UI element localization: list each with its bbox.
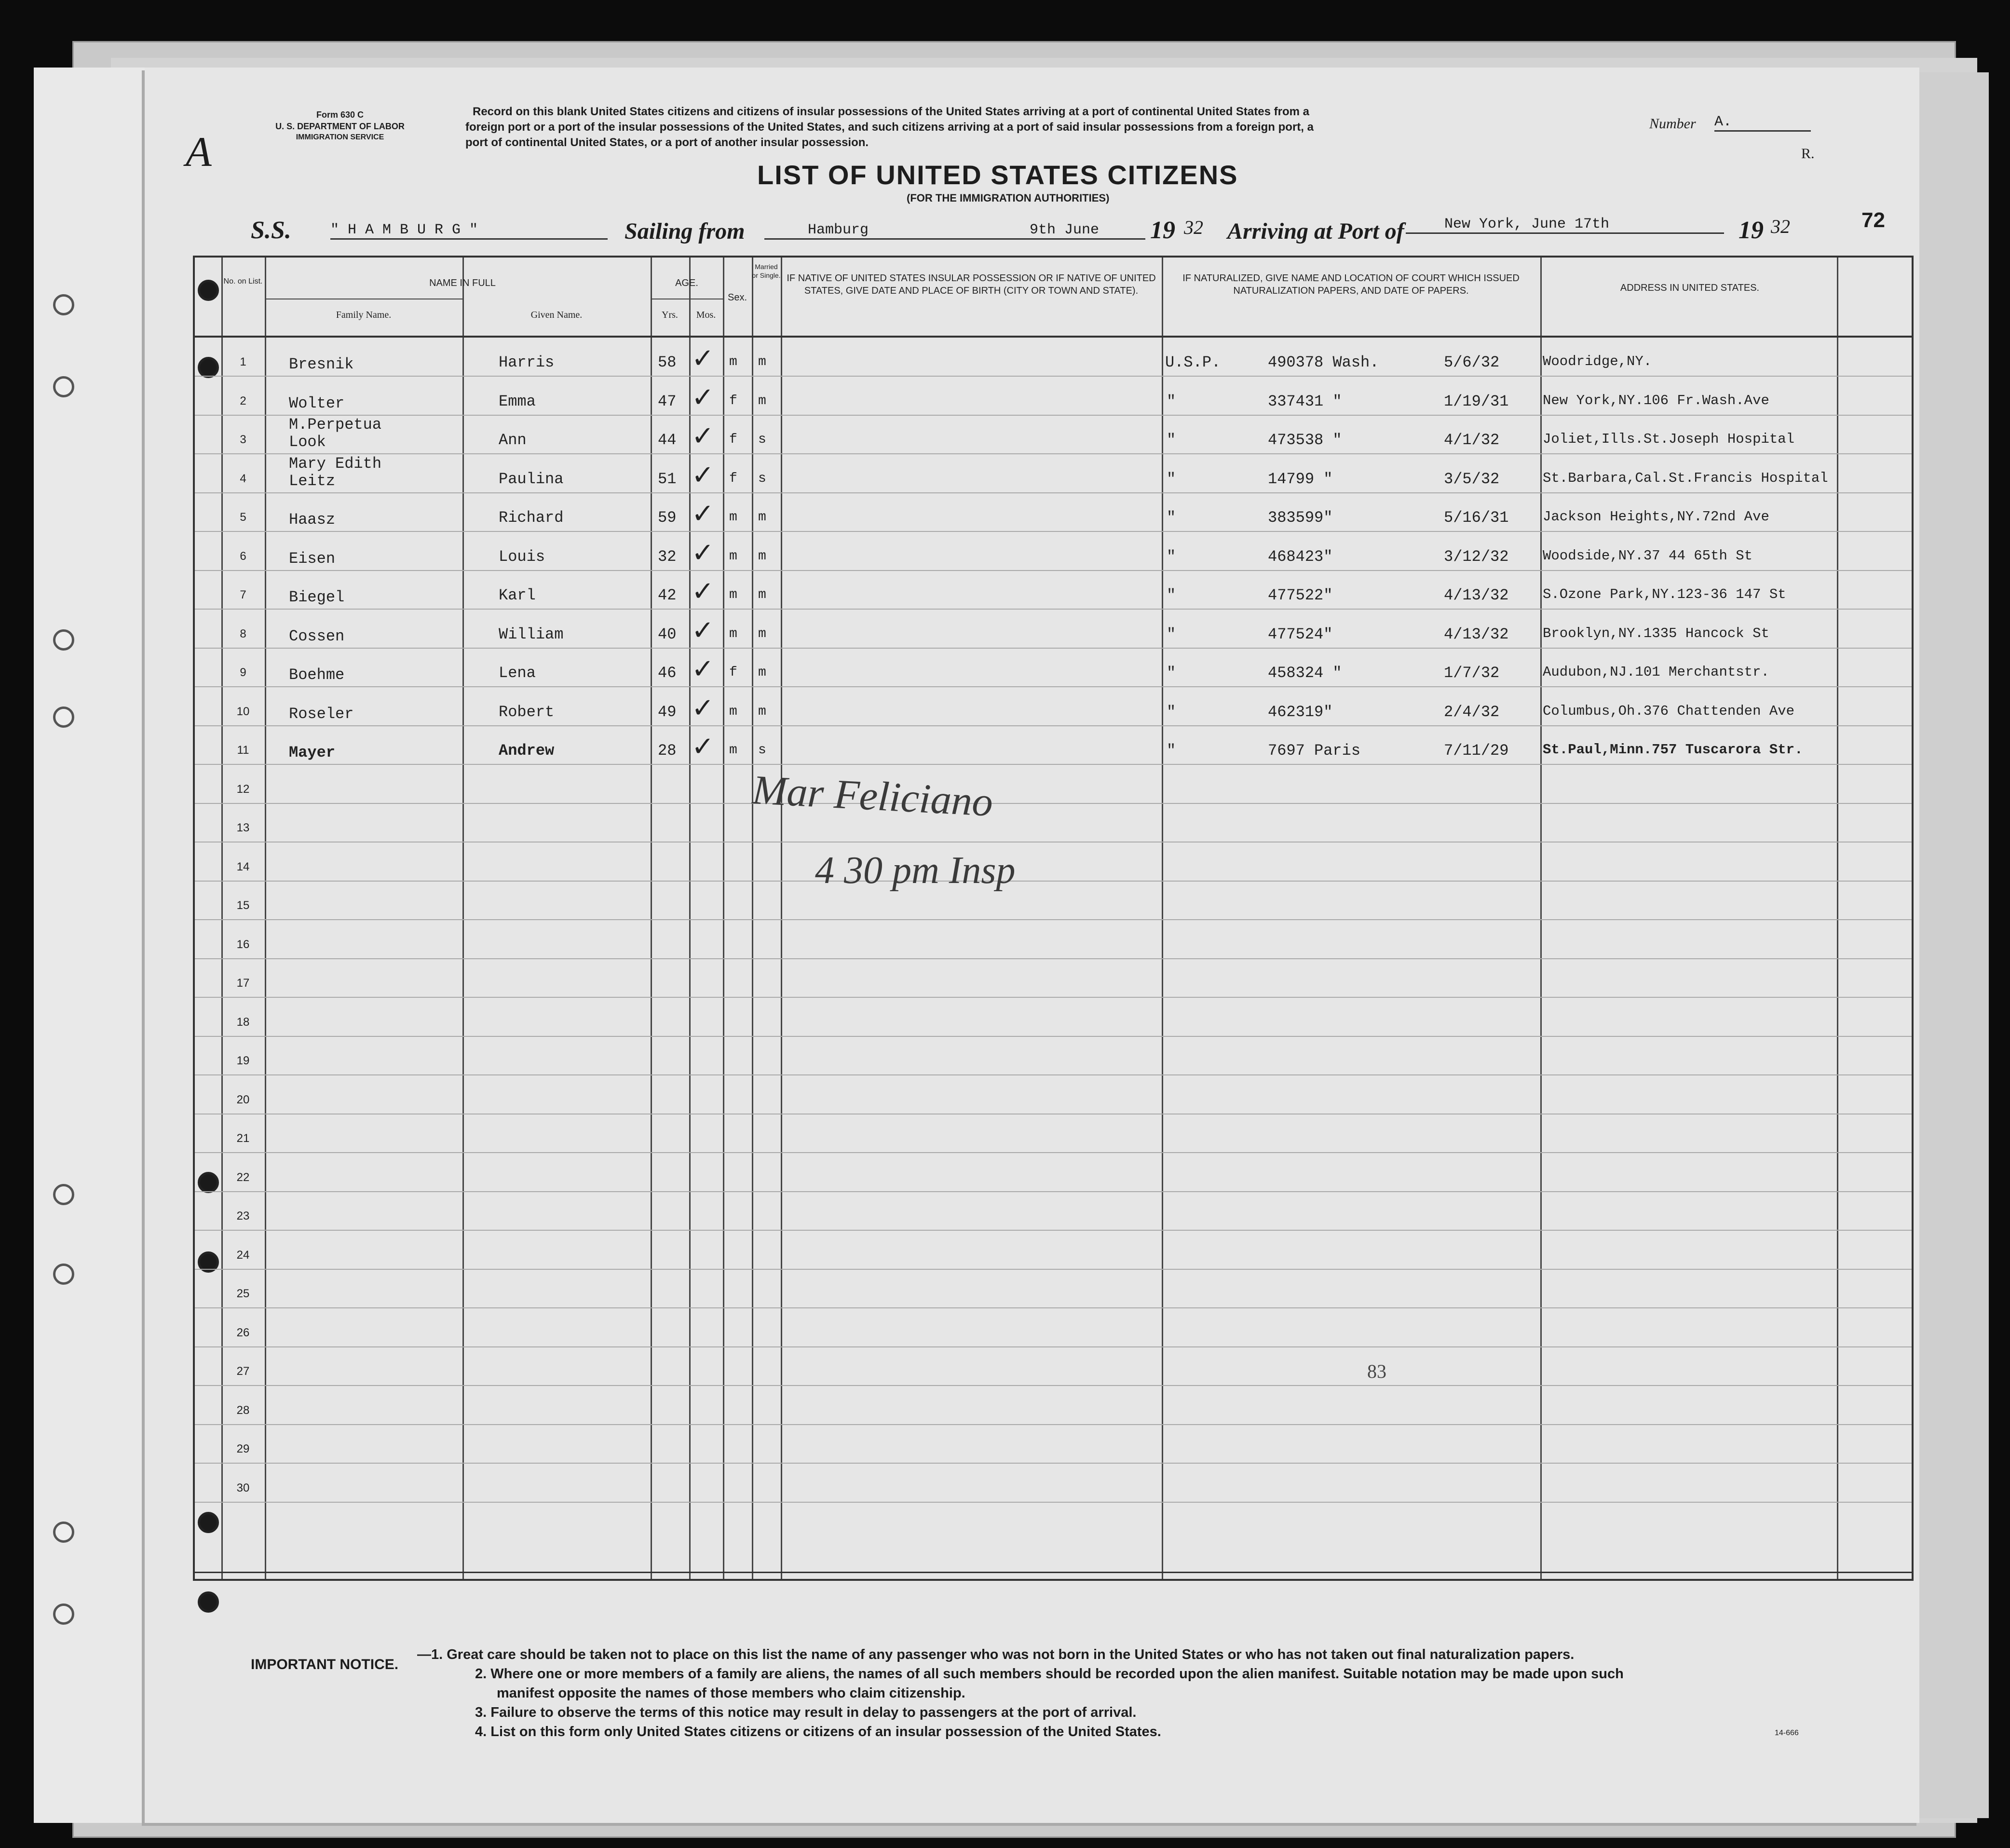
address: St.Barbara,Cal.St.Francis Hospital bbox=[1543, 470, 1828, 486]
marital-status: s bbox=[758, 432, 766, 447]
family-name: Eisen bbox=[289, 549, 336, 568]
naturalization-date: 5/16/31 bbox=[1444, 509, 1509, 527]
given-name: Lena bbox=[499, 664, 536, 682]
given-name: Karl bbox=[499, 586, 536, 604]
age-years: 44 bbox=[658, 431, 677, 449]
header-no: No. on List. bbox=[223, 277, 263, 285]
age-years: 49 bbox=[658, 703, 677, 721]
row-number: 30 bbox=[236, 1481, 250, 1495]
column-rule bbox=[651, 258, 652, 1579]
row-rule bbox=[195, 1463, 1912, 1464]
margin-mark: A bbox=[186, 129, 212, 176]
sex: m bbox=[729, 510, 737, 525]
certificate-number: 477524" bbox=[1268, 625, 1333, 643]
marital-status: m bbox=[758, 704, 766, 719]
page-title: LIST OF UNITED STATES CITIZENS bbox=[757, 160, 1238, 190]
row-number: 13 bbox=[236, 821, 250, 834]
address: Audubon,NJ.101 Merchantstr. bbox=[1543, 664, 1769, 680]
page-number: 72 bbox=[1861, 208, 1885, 232]
row-rule bbox=[195, 1191, 1912, 1192]
court: U.S.P. bbox=[1165, 353, 1221, 371]
given-name: Robert bbox=[499, 703, 555, 721]
row-rule bbox=[195, 1502, 1912, 1503]
family-name: Look bbox=[289, 433, 326, 451]
handwritten-mark: 83 bbox=[1367, 1360, 1386, 1382]
number-value: A. bbox=[1714, 114, 1811, 132]
passenger-table bbox=[193, 256, 1914, 1581]
row-number: 10 bbox=[236, 705, 250, 718]
check-mark-icon: ✓ bbox=[692, 344, 714, 374]
certificate-number: 477522" bbox=[1268, 586, 1333, 604]
row-rule bbox=[195, 415, 1912, 416]
naturalization-date: 5/6/32 bbox=[1444, 353, 1500, 371]
given-name: Louis bbox=[499, 547, 545, 566]
row-rule bbox=[195, 803, 1912, 804]
service: IMMIGRATION SERVICE bbox=[296, 133, 384, 141]
column-rule bbox=[781, 258, 782, 1579]
row-rule bbox=[195, 764, 1912, 765]
address: Jackson Heights,NY.72nd Ave bbox=[1543, 509, 1769, 525]
marital-status: m bbox=[758, 354, 766, 369]
check-mark-icon: ✓ bbox=[692, 421, 714, 451]
certificate-number: 490378 Wash. bbox=[1268, 353, 1379, 371]
form-number: Form 630 C bbox=[316, 110, 364, 120]
header-family-name: Family Name. bbox=[336, 310, 392, 320]
bottom-rule bbox=[195, 1572, 1912, 1573]
naturalization-date: 4/1/32 bbox=[1444, 431, 1500, 449]
row-number: 22 bbox=[236, 1170, 250, 1184]
row-rule bbox=[195, 1385, 1912, 1386]
marital-status: m bbox=[758, 587, 766, 602]
row-number: 5 bbox=[240, 511, 246, 524]
arriving-label: Arriving at Port of bbox=[1227, 218, 1404, 244]
given-name: Emma bbox=[499, 392, 536, 410]
check-mark-icon: ✓ bbox=[692, 460, 714, 490]
marital-status: m bbox=[758, 665, 766, 680]
naturalization-date: 7/11/29 bbox=[1444, 742, 1509, 760]
column-rule bbox=[1837, 258, 1838, 1579]
right-binding-edge bbox=[1910, 72, 1989, 1818]
marital-status: m bbox=[758, 510, 766, 525]
row-rule bbox=[195, 1230, 1912, 1231]
row-rule bbox=[195, 453, 1912, 454]
binding-hole bbox=[53, 629, 74, 651]
naturalization-date: 2/4/32 bbox=[1444, 703, 1500, 721]
row-number: 11 bbox=[237, 744, 249, 757]
form-code: 14-666 bbox=[1775, 1729, 1799, 1737]
row-number: 1 bbox=[240, 355, 246, 368]
page-subtitle: (FOR THE IMMIGRATION AUTHORITIES) bbox=[907, 192, 1110, 204]
sex: m bbox=[729, 743, 737, 758]
row-number: 2 bbox=[240, 394, 246, 408]
header-age: AGE. bbox=[675, 278, 698, 288]
certificate-number: 383599" bbox=[1268, 509, 1333, 527]
family-name: Wolter bbox=[289, 394, 345, 412]
address: S.Ozone Park,NY.123-36 147 St bbox=[1543, 586, 1786, 602]
certificate-number: 468423" bbox=[1268, 547, 1333, 566]
binding-hole bbox=[53, 707, 74, 728]
marital-status: m bbox=[758, 393, 766, 408]
row-rule bbox=[195, 958, 1912, 959]
r-label: R. bbox=[1801, 146, 1815, 162]
address: Woodridge,NY. bbox=[1543, 353, 1652, 369]
row-rule bbox=[195, 725, 1912, 726]
header-sex: Sex. bbox=[727, 292, 747, 303]
court: " bbox=[1167, 586, 1176, 604]
court: " bbox=[1167, 625, 1176, 643]
check-mark-icon: ✓ bbox=[692, 499, 714, 529]
row-rule bbox=[195, 1307, 1912, 1308]
address: Columbus,Oh.376 Chattenden Ave bbox=[1543, 703, 1795, 719]
row-rule bbox=[195, 1074, 1912, 1075]
column-rule bbox=[723, 258, 724, 1579]
address: Woodside,NY.37 44 65th St bbox=[1543, 547, 1753, 564]
row-number: 19 bbox=[236, 1054, 250, 1067]
sailing-port: Hamburg bbox=[764, 222, 1010, 240]
check-mark-icon: ✓ bbox=[692, 654, 714, 684]
marital-status: s bbox=[758, 743, 766, 758]
sex: f bbox=[729, 471, 737, 486]
ship-name: " H A M B U R G " bbox=[330, 222, 608, 240]
certificate-number: 337431 " bbox=[1268, 392, 1342, 410]
row-rule bbox=[195, 997, 1912, 998]
given-name: Richard bbox=[499, 509, 564, 527]
instruction-line: foreign port or a port of the insular possessions of the United States, and such citizens arriving at a port of said insular possessions from a foreign port, a bbox=[465, 121, 1314, 134]
header-years: Yrs. bbox=[662, 310, 678, 320]
age-years: 46 bbox=[658, 664, 677, 682]
family-name-prefix: Mary Edith bbox=[289, 454, 382, 473]
court: " bbox=[1167, 703, 1176, 721]
check-mark-icon: ✓ bbox=[692, 732, 714, 762]
age-years: 51 bbox=[658, 470, 677, 488]
binding-hole bbox=[53, 1522, 74, 1543]
family-name: Cossen bbox=[289, 627, 345, 645]
row-number: 12 bbox=[236, 782, 250, 796]
instruction-line: Record on this blank United States citizens and citizens of insular possessions of the United States arriving at a port of continental United States from a bbox=[473, 105, 1309, 118]
family-name: Haasz bbox=[289, 511, 336, 529]
sex: f bbox=[729, 432, 737, 447]
row-number: 29 bbox=[236, 1442, 250, 1455]
binding-strip bbox=[34, 68, 145, 1823]
notice-item: 2. Where one or more members of a family are aliens, the names of all such members should be recorded upon the alien manifest. Suitable notation may be made upon such bbox=[475, 1666, 1624, 1682]
given-name: William bbox=[499, 625, 564, 643]
marital-status: m bbox=[758, 548, 766, 564]
row-number: 14 bbox=[236, 860, 250, 873]
row-number: 24 bbox=[236, 1248, 250, 1262]
sex: f bbox=[729, 393, 737, 408]
row-number: 23 bbox=[236, 1209, 250, 1223]
court: " bbox=[1167, 470, 1176, 488]
certificate-number: 473538 " bbox=[1268, 431, 1342, 449]
age-years: 32 bbox=[658, 547, 677, 566]
column-rule bbox=[752, 258, 753, 1579]
sailing-label: Sailing from bbox=[625, 218, 745, 244]
naturalization-date: 1/19/31 bbox=[1444, 392, 1509, 410]
binding-hole bbox=[198, 1591, 219, 1613]
header-months: Mos. bbox=[696, 310, 716, 320]
family-name: Boehme bbox=[289, 666, 345, 684]
row-rule bbox=[195, 376, 1912, 377]
court: " bbox=[1167, 664, 1176, 682]
sex: m bbox=[729, 626, 737, 641]
check-mark-icon: ✓ bbox=[692, 693, 714, 723]
binding-hole bbox=[53, 294, 74, 315]
given-name: Andrew bbox=[499, 742, 555, 760]
sailing-date: 9th June bbox=[1010, 222, 1145, 240]
row-number: 9 bbox=[240, 666, 246, 679]
row-rule bbox=[195, 1424, 1912, 1425]
row-rule bbox=[195, 1346, 1912, 1347]
column-rule bbox=[265, 258, 266, 1579]
number-label: Number bbox=[1649, 116, 1696, 132]
address: New York,NY.106 Fr.Wash.Ave bbox=[1543, 392, 1769, 408]
column-rule bbox=[1540, 258, 1542, 1579]
sex: f bbox=[729, 665, 737, 680]
handwritten-inspector: Mar Feliciano bbox=[751, 766, 994, 825]
court: " bbox=[1167, 742, 1176, 760]
header-rule bbox=[195, 336, 1912, 338]
naturalization-date: 4/13/32 bbox=[1444, 625, 1509, 643]
marital-status: m bbox=[758, 626, 766, 641]
sex: m bbox=[729, 587, 737, 602]
sex: m bbox=[729, 704, 737, 719]
row-rule bbox=[195, 686, 1912, 687]
year-prefix: 19 bbox=[1150, 217, 1175, 244]
age-years: 42 bbox=[658, 586, 677, 604]
address: Joliet,Ills.St.Joseph Hospital bbox=[1543, 431, 1795, 447]
family-name: Leitz bbox=[289, 472, 336, 490]
column-rule bbox=[462, 258, 464, 1579]
header-married-single: Married or Single. bbox=[752, 263, 781, 279]
row-number: 7 bbox=[240, 588, 246, 601]
column-rule bbox=[1162, 258, 1163, 1579]
row-number: 18 bbox=[236, 1015, 250, 1029]
notice-item: manifest opposite the names of those members who claim citizenship. bbox=[497, 1685, 965, 1701]
binding-hole bbox=[53, 1264, 74, 1285]
row-number: 28 bbox=[236, 1403, 250, 1417]
certificate-number: 7697 Paris bbox=[1268, 742, 1361, 760]
given-name: Harris bbox=[499, 353, 555, 371]
row-rule bbox=[195, 492, 1912, 493]
sex: m bbox=[729, 548, 737, 564]
year-prefix: 19 bbox=[1738, 217, 1764, 244]
address: Brooklyn,NY.1335 Hancock St bbox=[1543, 625, 1769, 641]
row-number: 25 bbox=[236, 1287, 250, 1300]
age-years: 40 bbox=[658, 625, 677, 643]
family-name: Bresnik bbox=[289, 355, 354, 373]
arrival-year: 32 bbox=[1771, 216, 1790, 237]
age-years: 58 bbox=[658, 353, 677, 371]
row-rule bbox=[195, 1152, 1912, 1153]
column-rule bbox=[689, 258, 691, 1579]
sex: m bbox=[729, 354, 737, 369]
header-naturalized: IF NATURALIZED, GIVE NAME AND LOCATION OF COURT WHICH ISSUED NATURALIZATION PAPERS, AND DATE OF PAPERS. bbox=[1182, 273, 1520, 296]
row-number: 21 bbox=[236, 1132, 250, 1145]
row-number: 15 bbox=[236, 899, 250, 912]
column-rule bbox=[221, 258, 223, 1579]
age-years: 28 bbox=[658, 742, 677, 760]
binding-hole bbox=[53, 1184, 74, 1205]
row-number: 8 bbox=[240, 627, 246, 640]
naturalization-date: 4/13/32 bbox=[1444, 586, 1509, 604]
court: " bbox=[1167, 392, 1176, 410]
court: " bbox=[1167, 547, 1176, 566]
header-native: IF NATIVE OF UNITED STATES INSULAR POSSESSION OR IF NATIVE OF UNITED STATES, GIVE DATE AND PLACE OF BIRTH (CITY OR TOWN AND STATE). bbox=[787, 273, 1156, 296]
binding-hole bbox=[53, 376, 74, 397]
row-rule bbox=[195, 531, 1912, 532]
row-rule bbox=[195, 648, 1912, 649]
court: " bbox=[1167, 509, 1176, 527]
row-rule bbox=[195, 881, 1912, 882]
row-rule bbox=[195, 919, 1912, 920]
family-name-prefix: M.Perpetua bbox=[289, 416, 382, 434]
row-rule bbox=[195, 570, 1912, 571]
check-mark-icon: ✓ bbox=[692, 538, 714, 568]
handwritten-time: 4 30 pm Insp bbox=[815, 849, 1016, 892]
ss-label: S.S. bbox=[251, 217, 291, 244]
header-name-in-full: NAME IN FULL bbox=[429, 278, 496, 288]
row-number: 26 bbox=[236, 1326, 250, 1339]
certificate-number: 458324 " bbox=[1268, 664, 1342, 682]
notice-item: 4. List on this form only United States citizens or citizens of an insular possession of the United States. bbox=[475, 1724, 1161, 1739]
notice-item: —1. Great care should be taken not to place on this list the name of any passenger who was not born in the United States or who has not taken out final naturalization papers. bbox=[417, 1647, 1575, 1662]
check-mark-icon: ✓ bbox=[692, 382, 714, 413]
row-number: 4 bbox=[240, 472, 246, 485]
family-name: Roseler bbox=[289, 705, 354, 723]
given-name: Paulina bbox=[499, 470, 564, 488]
notice-item: 3. Failure to observe the terms of this notice may result in delay to passengers at the port of arrival. bbox=[475, 1705, 1137, 1720]
family-name: Biegel bbox=[289, 588, 345, 606]
row-rule bbox=[195, 1269, 1912, 1270]
row-number: 16 bbox=[236, 938, 250, 951]
arrival-port-date: New York, June 17th bbox=[1406, 216, 1724, 234]
naturalization-date: 1/7/32 bbox=[1444, 664, 1500, 682]
row-rule bbox=[195, 1036, 1912, 1037]
given-name: Ann bbox=[499, 431, 527, 449]
family-name: Mayer bbox=[289, 744, 336, 761]
binding-hole bbox=[53, 1603, 74, 1625]
notice-label: IMPORTANT NOTICE. bbox=[251, 1657, 399, 1672]
naturalization-date: 3/12/32 bbox=[1444, 547, 1509, 566]
row-number: 20 bbox=[236, 1093, 250, 1106]
marital-status: s bbox=[758, 471, 766, 486]
age-years: 47 bbox=[658, 392, 677, 410]
sailing-year: 32 bbox=[1184, 217, 1203, 238]
row-rule bbox=[195, 609, 1912, 610]
check-mark-icon: ✓ bbox=[692, 577, 714, 607]
header-given-name: Given Name. bbox=[530, 310, 583, 320]
department: U. S. DEPARTMENT OF LABOR bbox=[275, 122, 405, 131]
check-mark-icon: ✓ bbox=[692, 615, 714, 646]
naturalization-date: 3/5/32 bbox=[1444, 470, 1500, 488]
header-address: ADDRESS IN UNITED STATES. bbox=[1620, 283, 1760, 293]
row-number: 6 bbox=[240, 549, 246, 563]
row-number: 17 bbox=[236, 977, 250, 990]
certificate-number: 14799 " bbox=[1268, 470, 1333, 488]
row-number: 27 bbox=[236, 1365, 250, 1378]
instruction-line: port of continental United States, or a port of another insular possession. bbox=[465, 136, 869, 149]
age-years: 59 bbox=[658, 509, 677, 527]
row-number: 3 bbox=[240, 433, 246, 446]
address: St.Paul,Minn.757 Tuscarora Str. bbox=[1543, 742, 1803, 758]
certificate-number: 462319" bbox=[1268, 703, 1333, 721]
court: " bbox=[1167, 431, 1176, 449]
